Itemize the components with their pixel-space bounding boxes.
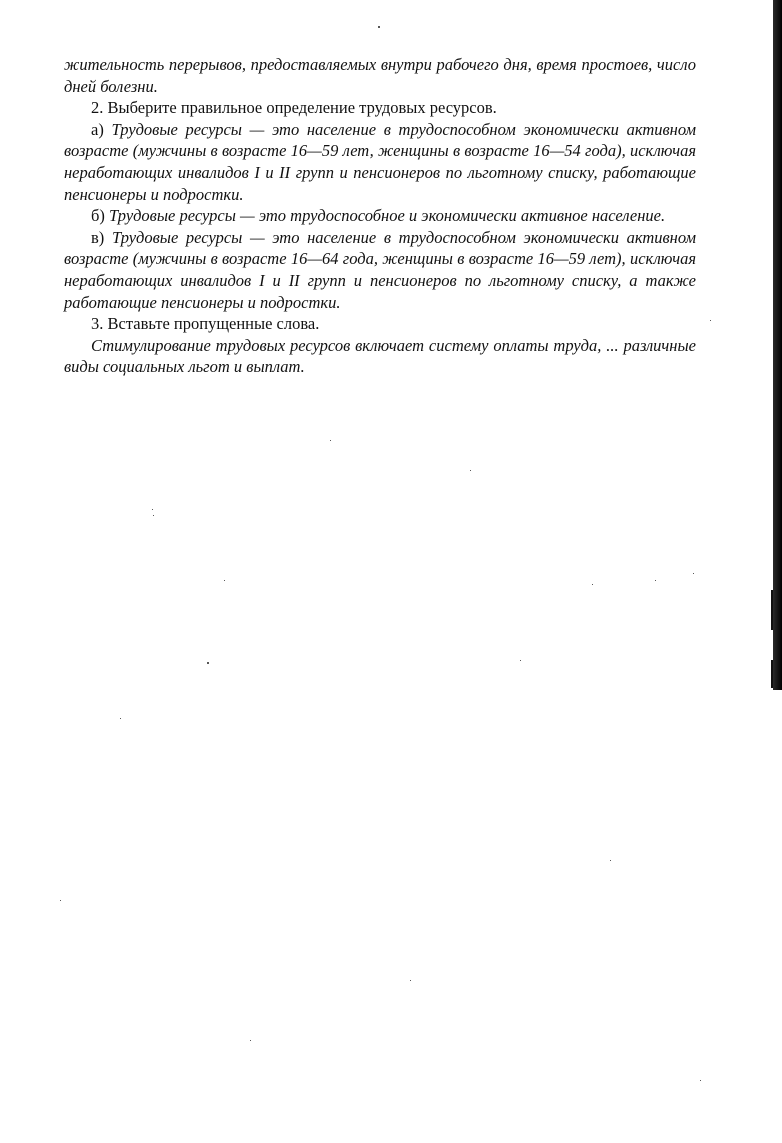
scan-speckle <box>120 718 121 719</box>
option-a <box>64 119 696 205</box>
scan-edge-fragment <box>771 660 773 688</box>
scan-speckle <box>250 1040 251 1041</box>
scan-speckle <box>410 980 411 981</box>
scan-speckle <box>470 470 471 471</box>
scan-edge-shadow <box>773 0 782 690</box>
scan-speckle <box>610 860 611 861</box>
scan-speckle <box>152 509 153 510</box>
scan-speckle <box>378 26 380 28</box>
scan-speckle <box>710 320 711 321</box>
scan-speckle <box>700 1080 701 1081</box>
scan-speckle <box>330 440 331 441</box>
scan-speckle <box>153 515 154 516</box>
question-3-prompt: 3. Вставьте пропущенные слова. <box>91 314 320 334</box>
scan-speckle <box>60 900 61 901</box>
scan-speckle <box>207 662 209 664</box>
question-3-text: Стимулирование трудовых ресурсов включает систему оплаты труда, ... различные виды социальных льгот и выплат. <box>64 335 696 377</box>
option-b-text: Трудовые ресурсы — это трудоспособное и экономически активное население. <box>109 206 666 226</box>
scan-speckle <box>592 584 593 585</box>
option-b-marker: б) <box>91 206 105 226</box>
scan-speckle <box>693 573 694 574</box>
option-c-marker: в) <box>91 227 105 247</box>
page-text <box>64 54 696 378</box>
option-c-text: Трудовые ресурсы — это население в трудоспособном экономически активном возрасте (мужчины в возрасте 16—64 года, женщины в возрасте 16—59 лет), исключая неработающих инвалидов I и II групп и пенсионеров по льготному списку, а также работающие пенсионеры и подростки. <box>64 227 697 312</box>
option-c <box>64 227 696 313</box>
scan-speckle <box>224 580 225 581</box>
option-a-marker: а) <box>91 119 104 139</box>
scan-edge-fragment <box>771 590 773 630</box>
option-a-text: Трудовые ресурсы — это население в трудоспособном экономически активном возрасте (мужчины в возрасте 16—59 лет, женщины в возрасте 16—54 года), исключая неработающих инвалидов I и II групп и пенсионеров по льготному списку, работающие пенсионеры и подростки. <box>64 119 697 204</box>
option-b <box>64 205 696 227</box>
scan-speckle <box>520 660 521 661</box>
question-2-prompt: 2. Выберите правильное определение трудовых ресурсов. <box>91 98 497 118</box>
continuation-paragraph: жительность перерывов, предоставляемых внутри рабочего дня, время простоев, число дней болезни. <box>64 55 696 96</box>
scan-speckle <box>655 580 656 581</box>
